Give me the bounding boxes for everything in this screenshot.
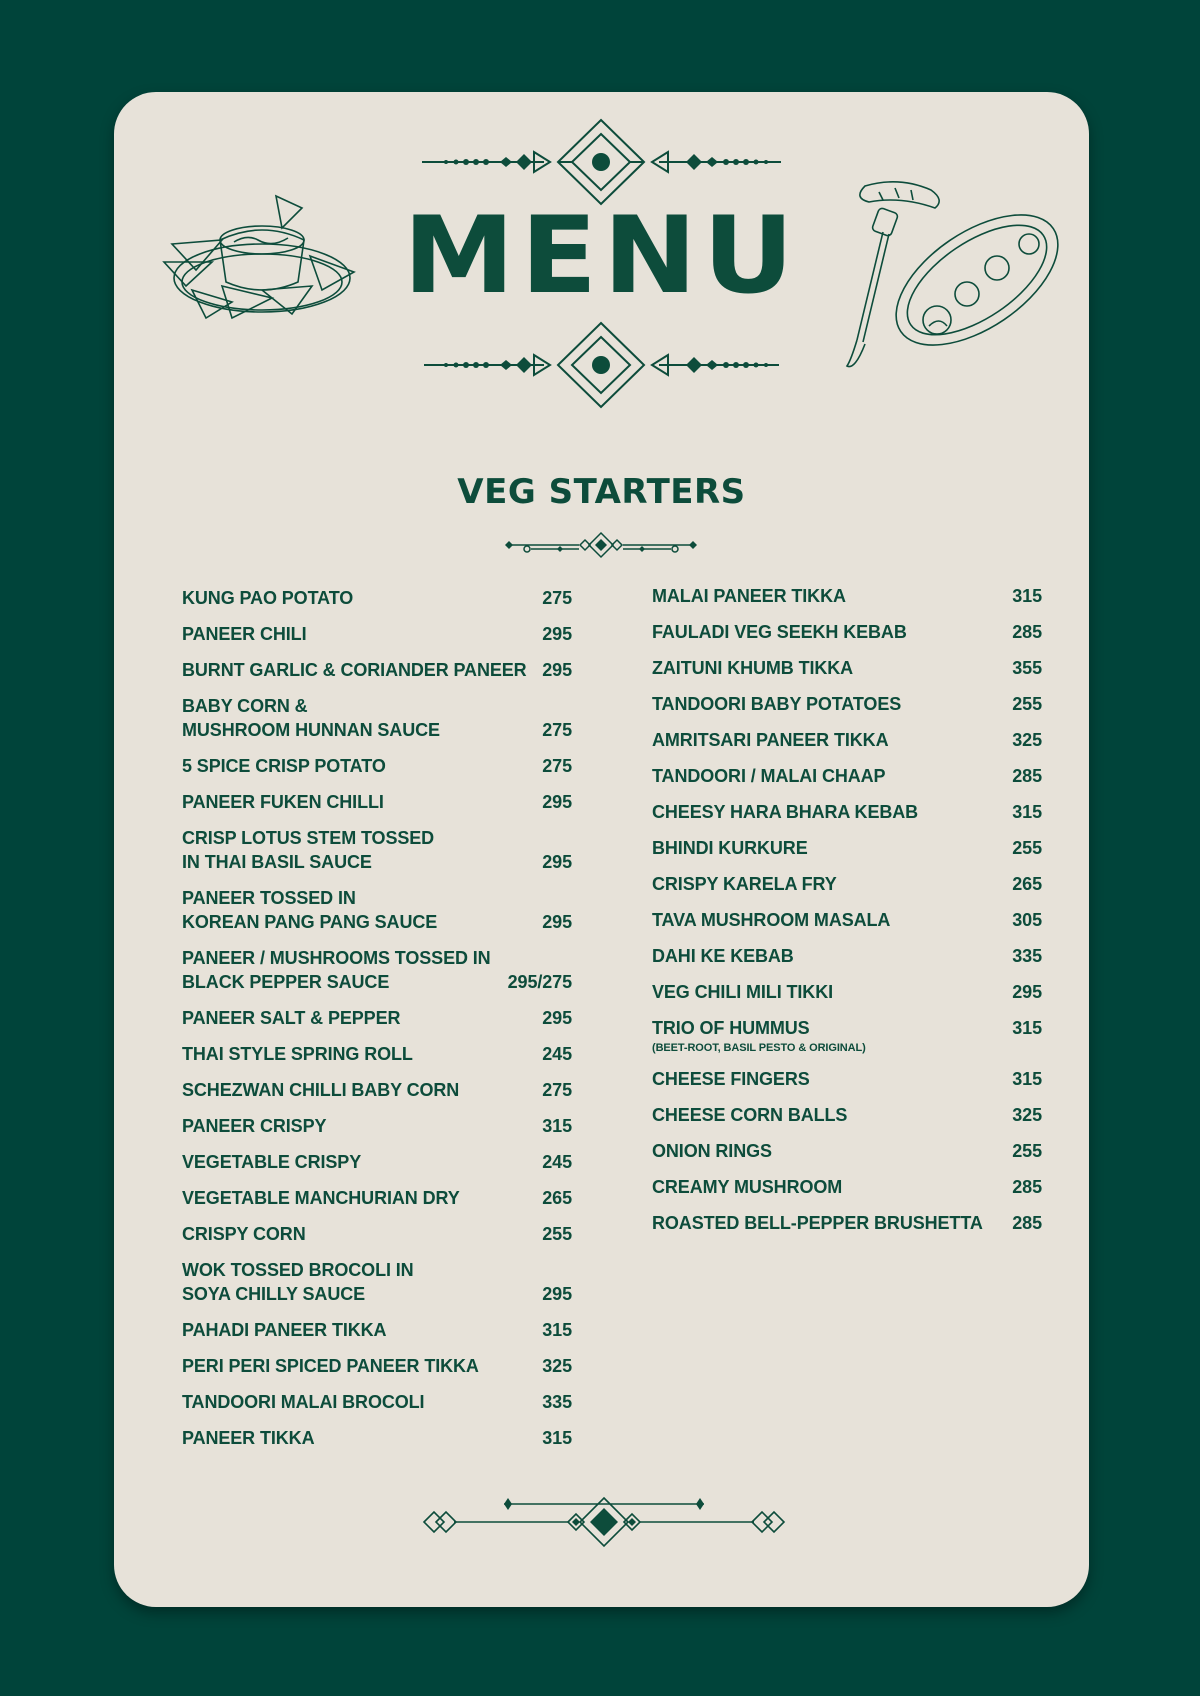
- menu-item: ROASTED BELL-PEPPER BRUSHETTA 285: [652, 1213, 1042, 1233]
- menu-item: PERI PERI SPICED PANEER TIKKA 325: [182, 1356, 572, 1376]
- menu-item: FAULADI VEG SEEKH KEBAB 285: [652, 622, 1042, 642]
- menu-item: WOK TOSSED BROCOLI IN SOYA CHILLY SAUCE 295: [182, 1260, 572, 1304]
- bottom-ornament: [414, 1492, 794, 1552]
- menu-item: TANDOORI BABY POTATOES 255: [652, 694, 1042, 714]
- menu-item: MALAI PANEER TIKKA 315: [652, 586, 1042, 606]
- left-menu-column: [182, 586, 572, 1462]
- menu-card: [114, 92, 1089, 1607]
- section-heading: VEG STARTERS: [457, 472, 746, 512]
- menu-item: CRISPY CORN 255: [182, 1224, 572, 1244]
- menu-item: SCHEZWAN CHILLI BABY CORN 275: [182, 1080, 572, 1100]
- menu-item: ONION RINGS 255: [652, 1141, 1042, 1161]
- right-menu-column: [652, 584, 1042, 1247]
- nachos-dip-icon: [162, 190, 362, 330]
- menu-item: PAHADI PANEER TIKKA 315: [182, 1320, 572, 1340]
- menu-item: PANEER SALT & PEPPER 295: [182, 1008, 572, 1028]
- menu-item: VEGETABLE MANCHURIAN DRY 265: [182, 1188, 572, 1208]
- menu-item: PANEER CHILI 295: [182, 624, 572, 644]
- sausage-platter-icon: [839, 170, 1071, 380]
- menu-item: KUNG PAO POTATO 275: [182, 588, 572, 608]
- section-divider: [501, 530, 701, 560]
- menu-item: DAHI KE KEBAB 335: [652, 946, 1042, 966]
- menu-item: ZAITUNI KHUMB TIKKA 355: [652, 658, 1042, 678]
- menu-item: CHEESY HARA BHARA KEBAB 315: [652, 802, 1042, 822]
- menu-title: MENU: [403, 194, 800, 318]
- menu-item: TANDOORI / MALAI CHAAP 285: [652, 766, 1042, 786]
- menu-item: PANEER TIKKA 315: [182, 1428, 572, 1448]
- menu-item: PANEER TOSSED IN KOREAN PANG PANG SAUCE 295: [182, 888, 572, 932]
- menu-item: CRISP LOTUS STEM TOSSED IN THAI BASIL SAUCE 295: [182, 828, 572, 872]
- menu-item: THAI STYLE SPRING ROLL 245: [182, 1044, 572, 1064]
- menu-item: BHINDI KURKURE 255: [652, 838, 1042, 858]
- menu-item: TRIO OF HUMMUS (BEET-ROOT, BASIL PESTO & ORIGINAL) 315: [652, 1018, 1042, 1054]
- menu-item: TAVA MUSHROOM MASALA 305: [652, 910, 1042, 930]
- menu-item: AMRITSARI PANEER TIKKA 325: [652, 730, 1042, 750]
- menu-item: CRISPY KARELA FRY 265: [652, 874, 1042, 894]
- menu-item: VEGETABLE CRISPY 245: [182, 1152, 572, 1172]
- menu-item: TANDOORI MALAI BROCOLI 335: [182, 1392, 572, 1412]
- menu-item: PANEER CRISPY 315: [182, 1116, 572, 1136]
- menu-item-note: (BEET-ROOT, BASIL PESTO & ORIGINAL): [652, 1042, 866, 1054]
- menu-item: PANEER FUKEN CHILLI 295: [182, 792, 572, 812]
- menu-item: BURNT GARLIC & CORIANDER PANEER 295: [182, 660, 572, 680]
- menu-item: CHEESE FINGERS 315: [652, 1069, 1042, 1089]
- menu-item: CREAMY MUSHROOM 285: [652, 1177, 1042, 1197]
- menu-item: 5 SPICE CRISP POTATO 275: [182, 756, 572, 776]
- menu-item: PANEER / MUSHROOMS TOSSED IN BLACK PEPPER SAUCE 295/275: [182, 948, 572, 992]
- menu-item: BABY CORN & MUSHROOM HUNNAN SAUCE 275: [182, 696, 572, 740]
- menu-item: CHEESE CORN BALLS 325: [652, 1105, 1042, 1125]
- menu-item: VEG CHILI MILI TIKKI 295: [652, 982, 1042, 1002]
